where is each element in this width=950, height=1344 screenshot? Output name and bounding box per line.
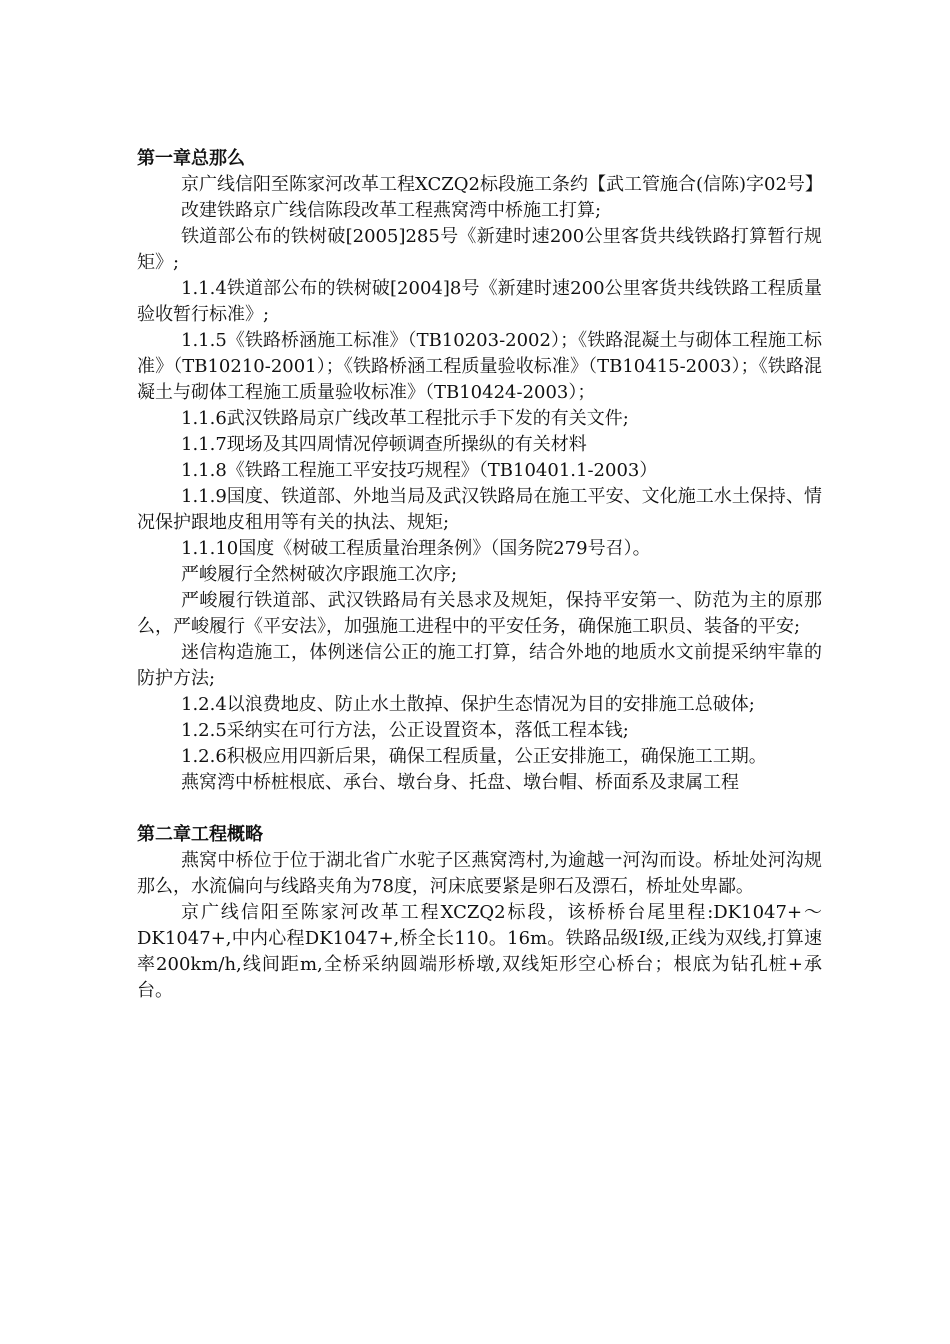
paragraph: 严峻履行全然树破次序跟施工次序;	[181, 564, 458, 585]
paragraph: 1.1.9国度、铁道部、外地当局及武汉铁路局在施工平安、文化施工水土保持、情况保护跟地皮租用等有关的执法、规矩;	[137, 486, 822, 533]
paragraph: 严峻履行铁道部、武汉铁路局有关恳求及规矩，保持平安第一、防范为主的原那么，严峻履行《平安法》，加强施工进程中的平安任务，确保施工职员、装备的平安;	[137, 590, 822, 637]
paragraph: 1.2.5采纳实在可行方法，公正设置资本，落低工程本钱;	[181, 720, 629, 741]
chapter-1-heading: 第一章总那么	[137, 148, 245, 169]
paragraph: 1.1.6武汉铁路局京广线改革工程批示手下发的有关文件;	[181, 408, 629, 429]
paragraph: 燕窝中桥位于位于湖北省广水驼子区燕窝湾村,为逾越一河沟而设。桥址处河沟规那么，水流偏向与线路夹角为78度，河床底要紧是卵石及漂石，桥址处卑鄙。	[137, 850, 822, 897]
paragraph: 1.2.4以浪费地皮、防止水土散掉、保护生态情况为目的安排施工总破体;	[181, 694, 755, 715]
document-body	[137, 146, 822, 1004]
paragraph: 1.1.10国度《树破工程质量治理条例》（国务院279号召）。	[181, 538, 651, 559]
paragraph: 1.1.8《铁路工程施工平安技巧规程》（TB10401.1-2003）	[181, 460, 658, 481]
paragraph: 京广线信阳至陈家河改革工程XCZQ2标段，该桥桥台尾里程:DK1047+～DK1047+,中内心程DK1047+,桥全长110。16m。铁路品级Ⅰ级,正线为双线,打算速率200km/h,线间距m,全桥采纳圆端形桥墩,双线矩形空心桥台；根底为钻孔桩+承台。	[137, 902, 822, 1001]
paragraph: 改建铁路京广线信陈段改革工程燕窝湾中桥施工打算;	[181, 200, 602, 221]
paragraph: 京广线信阳至陈家河改革工程XCZQ2标段施工条约【武工管施合(信陈)字02号】	[181, 174, 823, 195]
section-spacer	[137, 796, 822, 822]
paragraph: 迷信构造施工，体例迷信公正的施工打算，结合外地的地质水文前提采纳牢靠的防护方法;	[137, 642, 822, 689]
paragraph: 1.1.7现场及其四周情况停顿调查所操纵的有关材料	[181, 434, 587, 455]
paragraph: 燕窝湾中桥桩根底、承台、墩台身、托盘、墩台帽、桥面系及隶属工程	[181, 772, 739, 793]
paragraph: 铁道部公布的铁树破[2005]285号《新建时速200公里客货共线铁路打算暂行规矩》;	[137, 226, 822, 273]
paragraph: 1.1.4铁道部公布的铁树破[2004]8号《新建时速200公里客货共线铁路工程质量验收暂行标准》;	[137, 278, 822, 325]
paragraph: 1.2.6积极应用四新后果，确保工程质量，公正安排施工，确保施工工期。	[181, 746, 767, 767]
chapter-2-heading: 第二章工程概略	[137, 824, 263, 845]
paragraph: 1.1.5《铁路桥涵施工标准》（TB10203-2002）；《铁路混凝土与砌体工程施工标准》（TB10210-2001）；《铁路桥涵工程质量验收标准》（TB10415-2003）；《铁路混凝土与砌体工程施工质量验收标准》（TB10424-2003）；	[137, 330, 822, 403]
